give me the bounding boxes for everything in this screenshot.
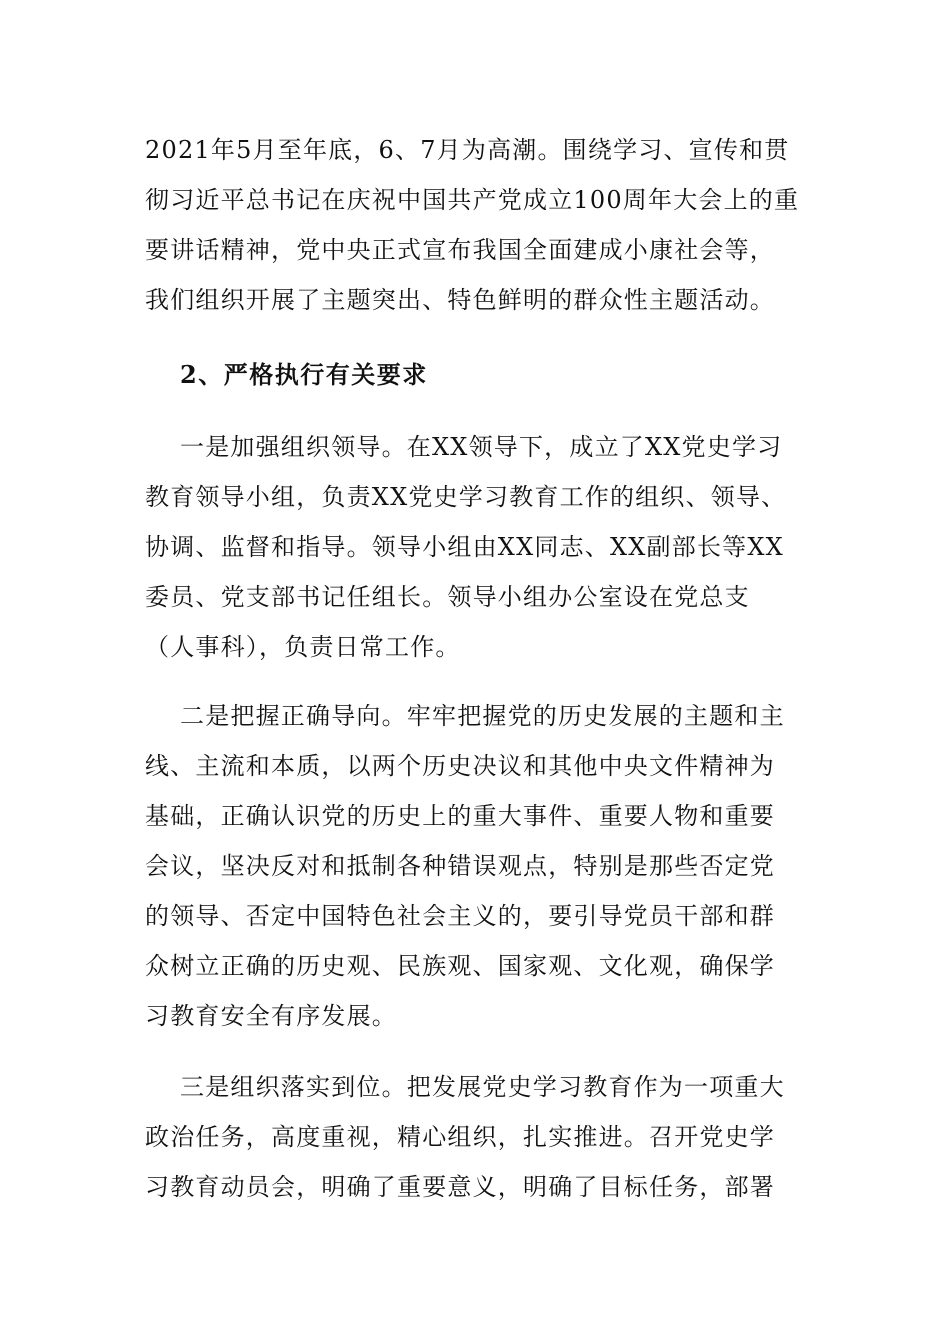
- paragraph-2-line-3: 协调、监督和指导。领导小组由XX同志、XX副部长等XX: [145, 533, 784, 561]
- paragraph-3-line-2: 线、主流和本质，以两个历史决议和其他中央文件精神为: [145, 752, 775, 780]
- paragraph-3-line-7: 习教育安全有序发展。: [145, 1002, 397, 1030]
- section-heading: 2、严格执行有关要求: [180, 360, 428, 389]
- paragraph-1-line-4: 我们组织开展了主题突出、特色鲜明的群众性主题活动。: [145, 286, 775, 314]
- paragraph-3-line-1: 二是把握正确导向。牢牢把握党的历史发展的主题和主: [180, 702, 785, 730]
- paragraph-3-line-5: 的领导、否定中国特色社会主义的，要引导党员干部和群: [145, 902, 775, 930]
- paragraph-2-line-2: 教育领导小组，负责XX党史学习教育工作的组织、领导、: [145, 483, 787, 511]
- paragraph-2-line-5: （人事科），负责日常工作。: [145, 633, 461, 661]
- paragraph-4-line-2: 政治任务，高度重视，精心组织，扎实推进。召开党史学: [145, 1123, 775, 1151]
- paragraph-4-line-1: 三是组织落实到位。把发展党史学习教育作为一项重大: [180, 1073, 785, 1101]
- paragraph-3-line-6: 众树立正确的历史观、民族观、国家观、文化观，确保学: [145, 952, 775, 980]
- paragraph-1-line-2: 彻习近平总书记在庆祝中国共产党成立100周年大会上的重: [145, 186, 800, 214]
- paragraph-1-line-1: 2021年5月至年底，6、7月为高潮。围绕学习、宣传和贯: [145, 136, 790, 164]
- paragraph-1-line-3: 要讲话精神，党中央正式宣布我国全面建成小康社会等，: [145, 236, 775, 264]
- paragraph-4-line-3: 习教育动员会，明确了重要意义，明确了目标任务，部署: [145, 1173, 775, 1201]
- paragraph-3-line-3: 基础，正确认识党的历史上的重大事件、重要人物和重要: [145, 802, 775, 830]
- paragraph-2-line-1: 一是加强组织领导。在XX领导下，成立了XX党史学习: [180, 433, 783, 461]
- paragraph-3-line-4: 会议，坚决反对和抵制各种错误观点，特别是那些否定党: [145, 852, 775, 880]
- paragraph-2-line-4: 委员、党支部书记任组长。领导小组办公室设在党总支: [145, 583, 750, 611]
